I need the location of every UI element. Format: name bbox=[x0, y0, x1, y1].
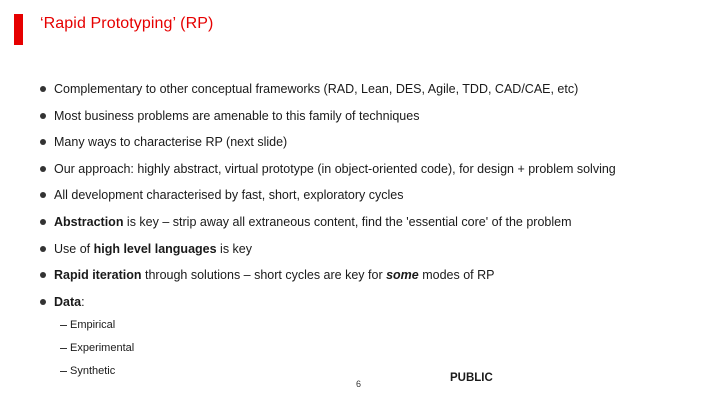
bullet-emphasis-italic: some bbox=[386, 268, 419, 283]
bullet-dot-icon bbox=[40, 219, 46, 225]
bullet-item bbox=[40, 293, 700, 320]
bullet-dot-icon bbox=[40, 113, 46, 119]
bullet-dot-icon bbox=[40, 272, 46, 278]
bullet-text: Complementary to other conceptual frameworks (RAD, Lean, DES, Agile, TDD, CAD/CAE, etc) bbox=[54, 82, 579, 96]
bullet-text-post: is key bbox=[216, 241, 252, 256]
bullet-item bbox=[40, 107, 700, 134]
bullet-text: All development characterised by fast, short, exploratory cycles bbox=[54, 188, 404, 203]
bullet-dot-icon bbox=[40, 139, 46, 145]
bullet-text: Our approach: highly abstract, virtual prototype (in object-oriented code), for design + problem solving bbox=[54, 161, 616, 176]
bullet-dot-icon bbox=[40, 86, 46, 92]
sub-item-text: Empirical bbox=[70, 319, 116, 331]
bullet-item bbox=[40, 266, 700, 293]
bullet-emphasis: Data bbox=[54, 294, 82, 309]
bullet-emphasis: high level languages bbox=[93, 241, 217, 256]
bullet-text-post: : bbox=[81, 294, 85, 309]
title-accent-bar bbox=[14, 14, 23, 45]
bullet-dot-icon bbox=[40, 192, 46, 198]
bullet-item bbox=[40, 213, 700, 240]
bullet-text-pre: Use of bbox=[54, 241, 94, 256]
bullet-item bbox=[40, 186, 700, 213]
bullet-dot-icon bbox=[40, 166, 46, 172]
dash-icon bbox=[60, 371, 67, 372]
bullet-item bbox=[40, 160, 700, 187]
bullet-text: Many ways to characterise RP (next slide) bbox=[54, 135, 288, 150]
sub-item-text: Experimental bbox=[70, 342, 135, 354]
sub-item-text: Synthetic bbox=[70, 365, 116, 377]
bullet-text-mid: through solutions – short cycles are key for bbox=[141, 268, 387, 283]
bullet-emphasis: Rapid iteration bbox=[54, 268, 142, 283]
dash-icon bbox=[60, 325, 67, 326]
bullet-text bbox=[54, 266, 494, 284]
dash-icon bbox=[60, 348, 67, 349]
bullet-dot-icon bbox=[40, 299, 46, 305]
classification-label: PUBLIC bbox=[450, 372, 493, 384]
bullet-item bbox=[40, 80, 700, 107]
bullet-dot-icon bbox=[40, 246, 46, 252]
bullet-text bbox=[54, 293, 85, 311]
bullet-emphasis: Abstraction bbox=[54, 214, 124, 229]
slide-title: ‘Rapid Prototyping’ (RP) bbox=[40, 15, 214, 32]
bullet-text bbox=[54, 213, 572, 231]
bullet-item bbox=[40, 133, 700, 160]
page-number: 6 bbox=[356, 379, 362, 389]
bullet-item bbox=[40, 240, 700, 267]
bullet-text-rest: is key – strip away all extraneous content, find the 'essential core' of the problem bbox=[123, 214, 572, 229]
bullet-text-post: modes of RP bbox=[418, 268, 495, 283]
bullet-text: Most business problems are amenable to this family of techniques bbox=[54, 108, 420, 123]
bullet-list bbox=[40, 80, 700, 319]
bullet-text bbox=[54, 240, 252, 258]
